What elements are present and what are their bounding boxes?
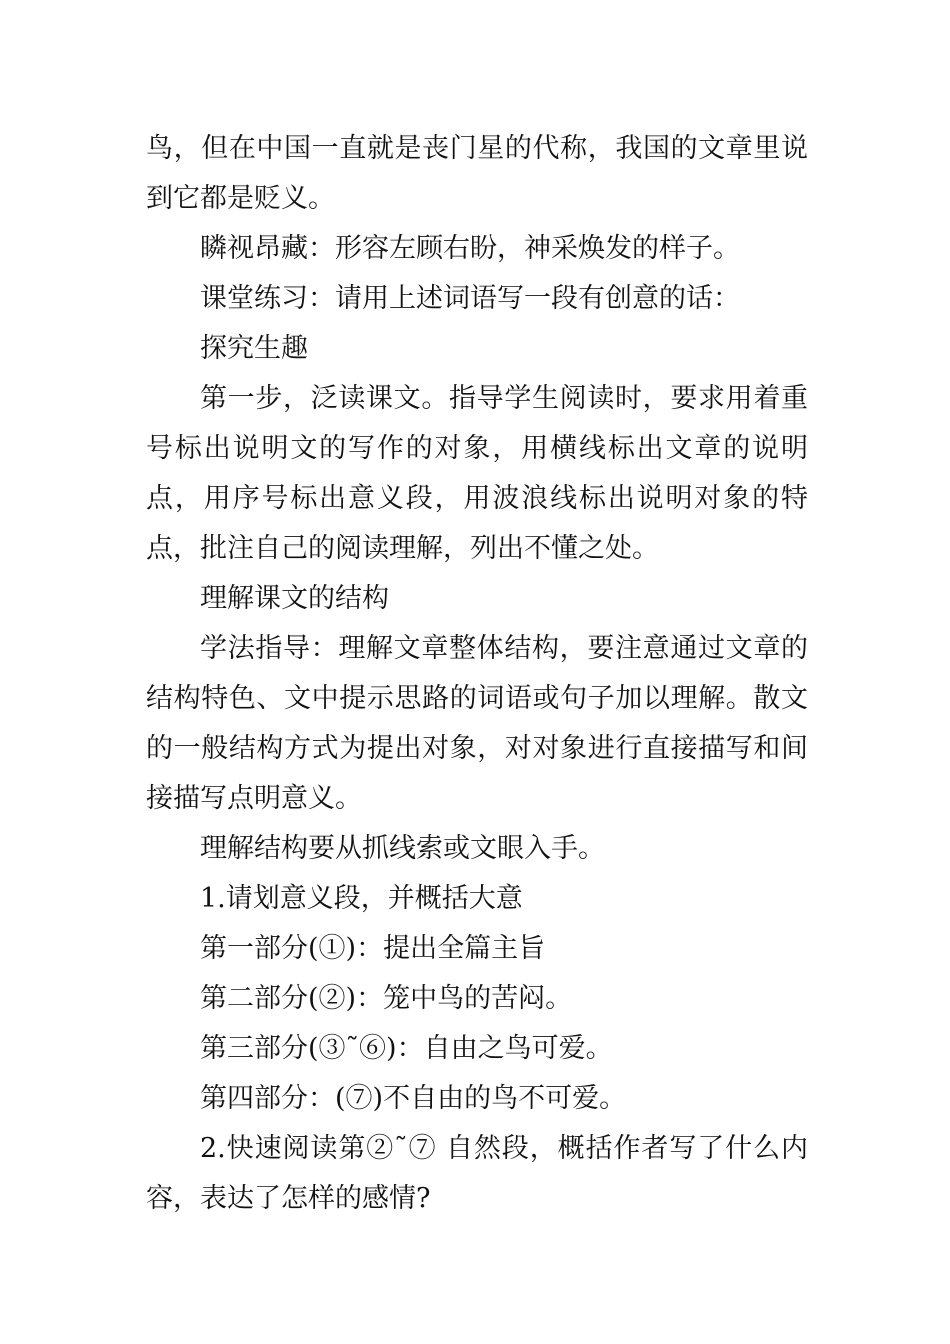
document-body <box>146 124 808 1224</box>
question-item: 2.快速阅读第②˜⑦ 自然段，概括作者写了什么内容，表达了怎样的感情? <box>146 1133 808 1214</box>
list-item: 第二部分(②)：笼中鸟的苦闷。 <box>200 983 573 1014</box>
list-item: 第四部分：(⑦)不自由的鸟不可爱。 <box>200 1083 627 1114</box>
list-item: 第一部分(①)：提出全篇主旨 <box>200 933 546 964</box>
question-item: 1.请划意义段，并概括大意 <box>200 883 523 914</box>
paragraph: 学法指导：理解文章整体结构，要注意通过文章的结构特色、文中提示思路的词语或句子加以理解。散文的一般结构方式为提出对象，对对象进行直接描写和间接描写点明意义。 <box>146 633 808 814</box>
paragraph: 第一步，泛读课文。指导学生阅读时，要求用着重号标出说明文的写作的对象，用横线标出文章的说明点，用序号标出意义段，用波浪线标出说明对象的特点，批注自己的阅读理解，列出不懂之处。 <box>146 383 808 564</box>
paragraph: 瞵视昂藏：形容左顾右盼，神采焕发的样子。 <box>200 233 740 264</box>
paragraph: 理解结构要从抓线索或文眼入手。 <box>200 833 605 864</box>
paragraph: 课堂练习：请用上述词语写一段有创意的话： <box>200 283 740 314</box>
paragraph: 鸟，但在中国一直就是丧门星的代称，我国的文章里说到它都是贬义。 <box>146 133 808 214</box>
section-heading: 理解课文的结构 <box>200 583 389 614</box>
section-heading: 探究生趣 <box>200 333 308 364</box>
list-item: 第三部分(③˜⑥)：自由之鸟可爱。 <box>200 1033 613 1064</box>
